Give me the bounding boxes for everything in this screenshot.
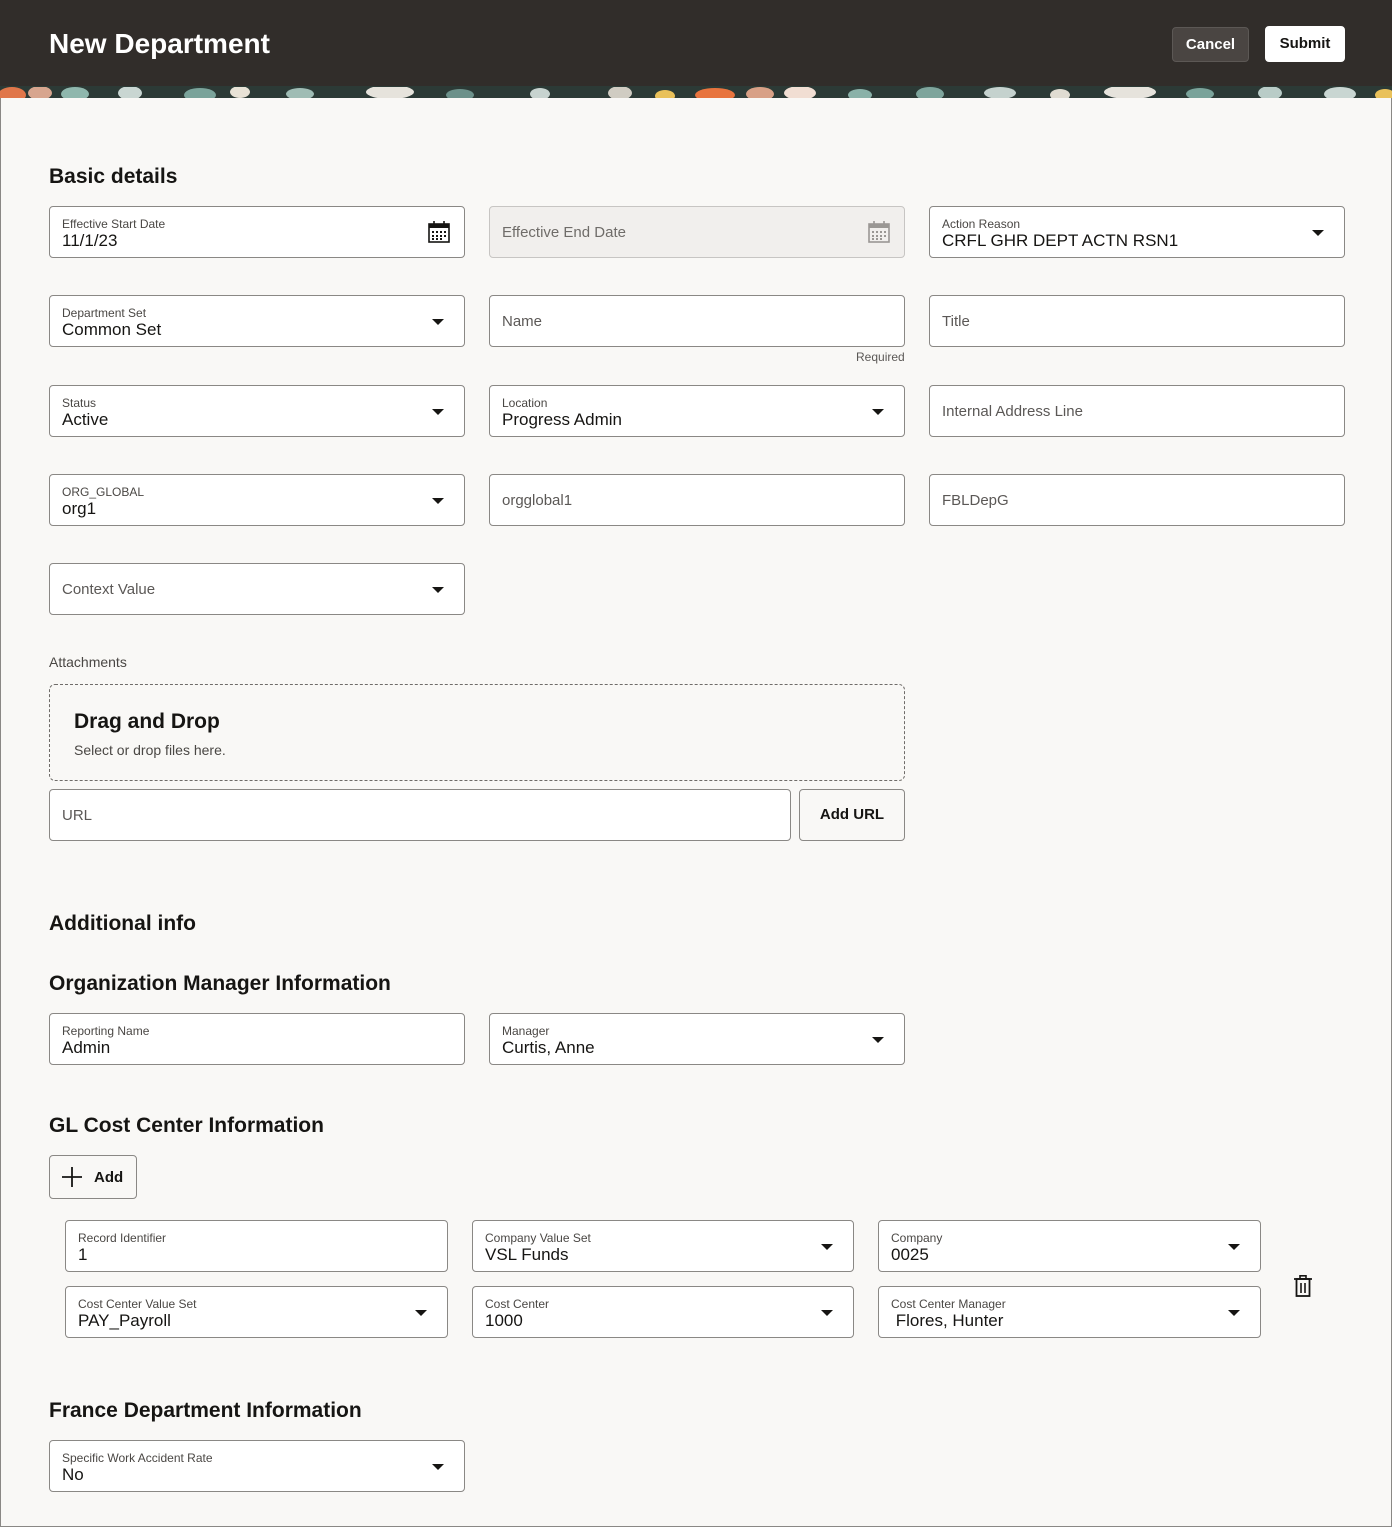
internal-address-placeholder: Internal Address Line — [942, 403, 1083, 420]
location-select[interactable] — [489, 385, 905, 437]
cost-center-manager-select[interactable] — [878, 1286, 1261, 1338]
reporting-name-input[interactable] — [49, 1013, 465, 1065]
context-value-placeholder: Context Value — [62, 581, 156, 598]
effective-start-date-value: 11/1/23 — [62, 231, 118, 250]
title-input[interactable] — [929, 295, 1345, 347]
department-set-select[interactable] — [49, 295, 465, 347]
chevron-down-icon[interactable] — [1312, 230, 1324, 236]
manager-select[interactable] — [489, 1013, 905, 1065]
dropzone-subtitle: Select or drop files here. — [74, 742, 226, 758]
add-cost-center-button[interactable] — [49, 1155, 137, 1199]
location-label: Location — [502, 396, 548, 410]
org-global-label: ORG_GLOBAL — [62, 485, 145, 499]
add-button-label: Add — [94, 1169, 124, 1186]
cost-center-select[interactable] — [472, 1286, 854, 1338]
org-global-value: org1 — [62, 499, 97, 518]
reporting-name-value: Admin — [62, 1038, 111, 1057]
effective-start-date-field[interactable] — [49, 206, 465, 258]
file-dropzone[interactable] — [49, 684, 905, 781]
calendar-icon — [868, 221, 890, 243]
reporting-name-label: Reporting Name — [62, 1024, 150, 1038]
attachments-label: Attachments — [49, 654, 127, 670]
france-department-heading: France Department Information — [49, 1399, 362, 1422]
cost-center-value-set-select[interactable] — [65, 1286, 448, 1338]
cancel-button[interactable]: Cancel — [1172, 27, 1249, 62]
work-accident-rate-select[interactable] — [49, 1440, 465, 1492]
title-placeholder: Title — [942, 313, 970, 330]
fbldepg-placeholder: FBLDepG — [942, 492, 1009, 509]
work-accident-rate-value: No — [62, 1465, 84, 1484]
company-value-set-label: Company Value Set — [485, 1231, 591, 1245]
chevron-down-icon[interactable] — [432, 498, 444, 504]
fbldepg-input[interactable] — [929, 474, 1345, 526]
effective-end-date-field — [489, 206, 905, 258]
department-set-label: Department Set — [62, 306, 147, 320]
cost-center-manager-label: Cost Center Manager — [891, 1297, 1006, 1311]
company-value-set-value: VSL Funds — [485, 1245, 569, 1264]
gl-cost-center-heading: GL Cost Center Information — [49, 1114, 324, 1137]
company-label: Company — [891, 1231, 943, 1245]
name-input[interactable] — [489, 295, 905, 347]
chevron-down-icon[interactable] — [415, 1310, 427, 1316]
orgglobal1-placeholder: orgglobal1 — [502, 492, 573, 509]
context-value-select[interactable] — [49, 563, 465, 615]
department-set-value: Common Set — [62, 320, 162, 339]
status-select[interactable] — [49, 385, 465, 437]
chevron-down-icon[interactable] — [432, 587, 444, 593]
chevron-down-icon[interactable] — [1228, 1244, 1240, 1250]
url-input[interactable] — [49, 789, 791, 841]
additional-info-heading: Additional info — [49, 912, 196, 935]
action-reason-label: Action Reason — [942, 217, 1021, 231]
chevron-down-icon[interactable] — [872, 1037, 884, 1043]
page-header — [0, 0, 1392, 86]
record-identifier-label: Record Identifier — [78, 1231, 167, 1245]
page-title: New Department — [49, 28, 270, 59]
orgglobal1-input[interactable] — [489, 474, 905, 526]
basic-details-heading: Basic details — [49, 165, 178, 188]
chevron-down-icon[interactable] — [821, 1244, 833, 1250]
name-placeholder: Name — [502, 313, 543, 330]
effective-start-date-label: Effective Start Date — [62, 217, 166, 231]
calendar-icon[interactable] — [428, 221, 450, 243]
internal-address-input[interactable] — [929, 385, 1345, 437]
dropzone-title: Drag and Drop — [74, 710, 220, 733]
record-identifier-value: 1 — [78, 1245, 88, 1264]
company-value: 0025 — [891, 1245, 929, 1264]
add-url-button[interactable]: Add URL — [799, 789, 905, 841]
url-placeholder: URL — [62, 807, 93, 824]
submit-button[interactable]: Submit — [1265, 26, 1345, 62]
manager-value: Curtis, Anne — [502, 1038, 595, 1057]
status-label: Status — [62, 396, 97, 410]
status-value: Active — [62, 410, 109, 429]
company-value-set-select[interactable] — [472, 1220, 854, 1272]
cost-center-value-set-label: Cost Center Value Set — [78, 1297, 197, 1311]
delete-icon[interactable] — [1293, 1275, 1313, 1297]
manager-label: Manager — [502, 1024, 550, 1038]
cost-center-label: Cost Center — [485, 1297, 550, 1311]
action-reason-value: CRFL GHR DEPT ACTN RSN1 — [942, 231, 1179, 250]
work-accident-rate-label: Specific Work Accident Rate — [62, 1451, 213, 1465]
chevron-down-icon[interactable] — [1228, 1310, 1240, 1316]
chevron-down-icon[interactable] — [432, 409, 444, 415]
chevron-down-icon[interactable] — [821, 1310, 833, 1316]
plus-icon — [62, 1167, 82, 1187]
cost-center-value: 1000 — [485, 1311, 523, 1330]
location-value: Progress Admin — [502, 410, 622, 429]
record-identifier-input[interactable] — [65, 1220, 448, 1272]
org-global-select[interactable] — [49, 474, 465, 526]
action-reason-select[interactable] — [929, 206, 1345, 258]
decorative-banner — [0, 86, 1392, 98]
banner-pattern-icon — [0, 87, 1392, 98]
chevron-down-icon[interactable] — [432, 1464, 444, 1470]
name-required-note: Required — [856, 350, 905, 364]
chevron-down-icon[interactable] — [432, 319, 444, 325]
company-select[interactable] — [878, 1220, 1261, 1272]
effective-end-date-placeholder: Effective End Date — [502, 224, 626, 241]
cost-center-manager-value: Flores, Hunter — [891, 1311, 1004, 1330]
org-manager-heading: Organization Manager Information — [49, 972, 391, 995]
chevron-down-icon[interactable] — [872, 409, 884, 415]
cost-center-value-set-value: PAY_Payroll — [78, 1311, 171, 1330]
